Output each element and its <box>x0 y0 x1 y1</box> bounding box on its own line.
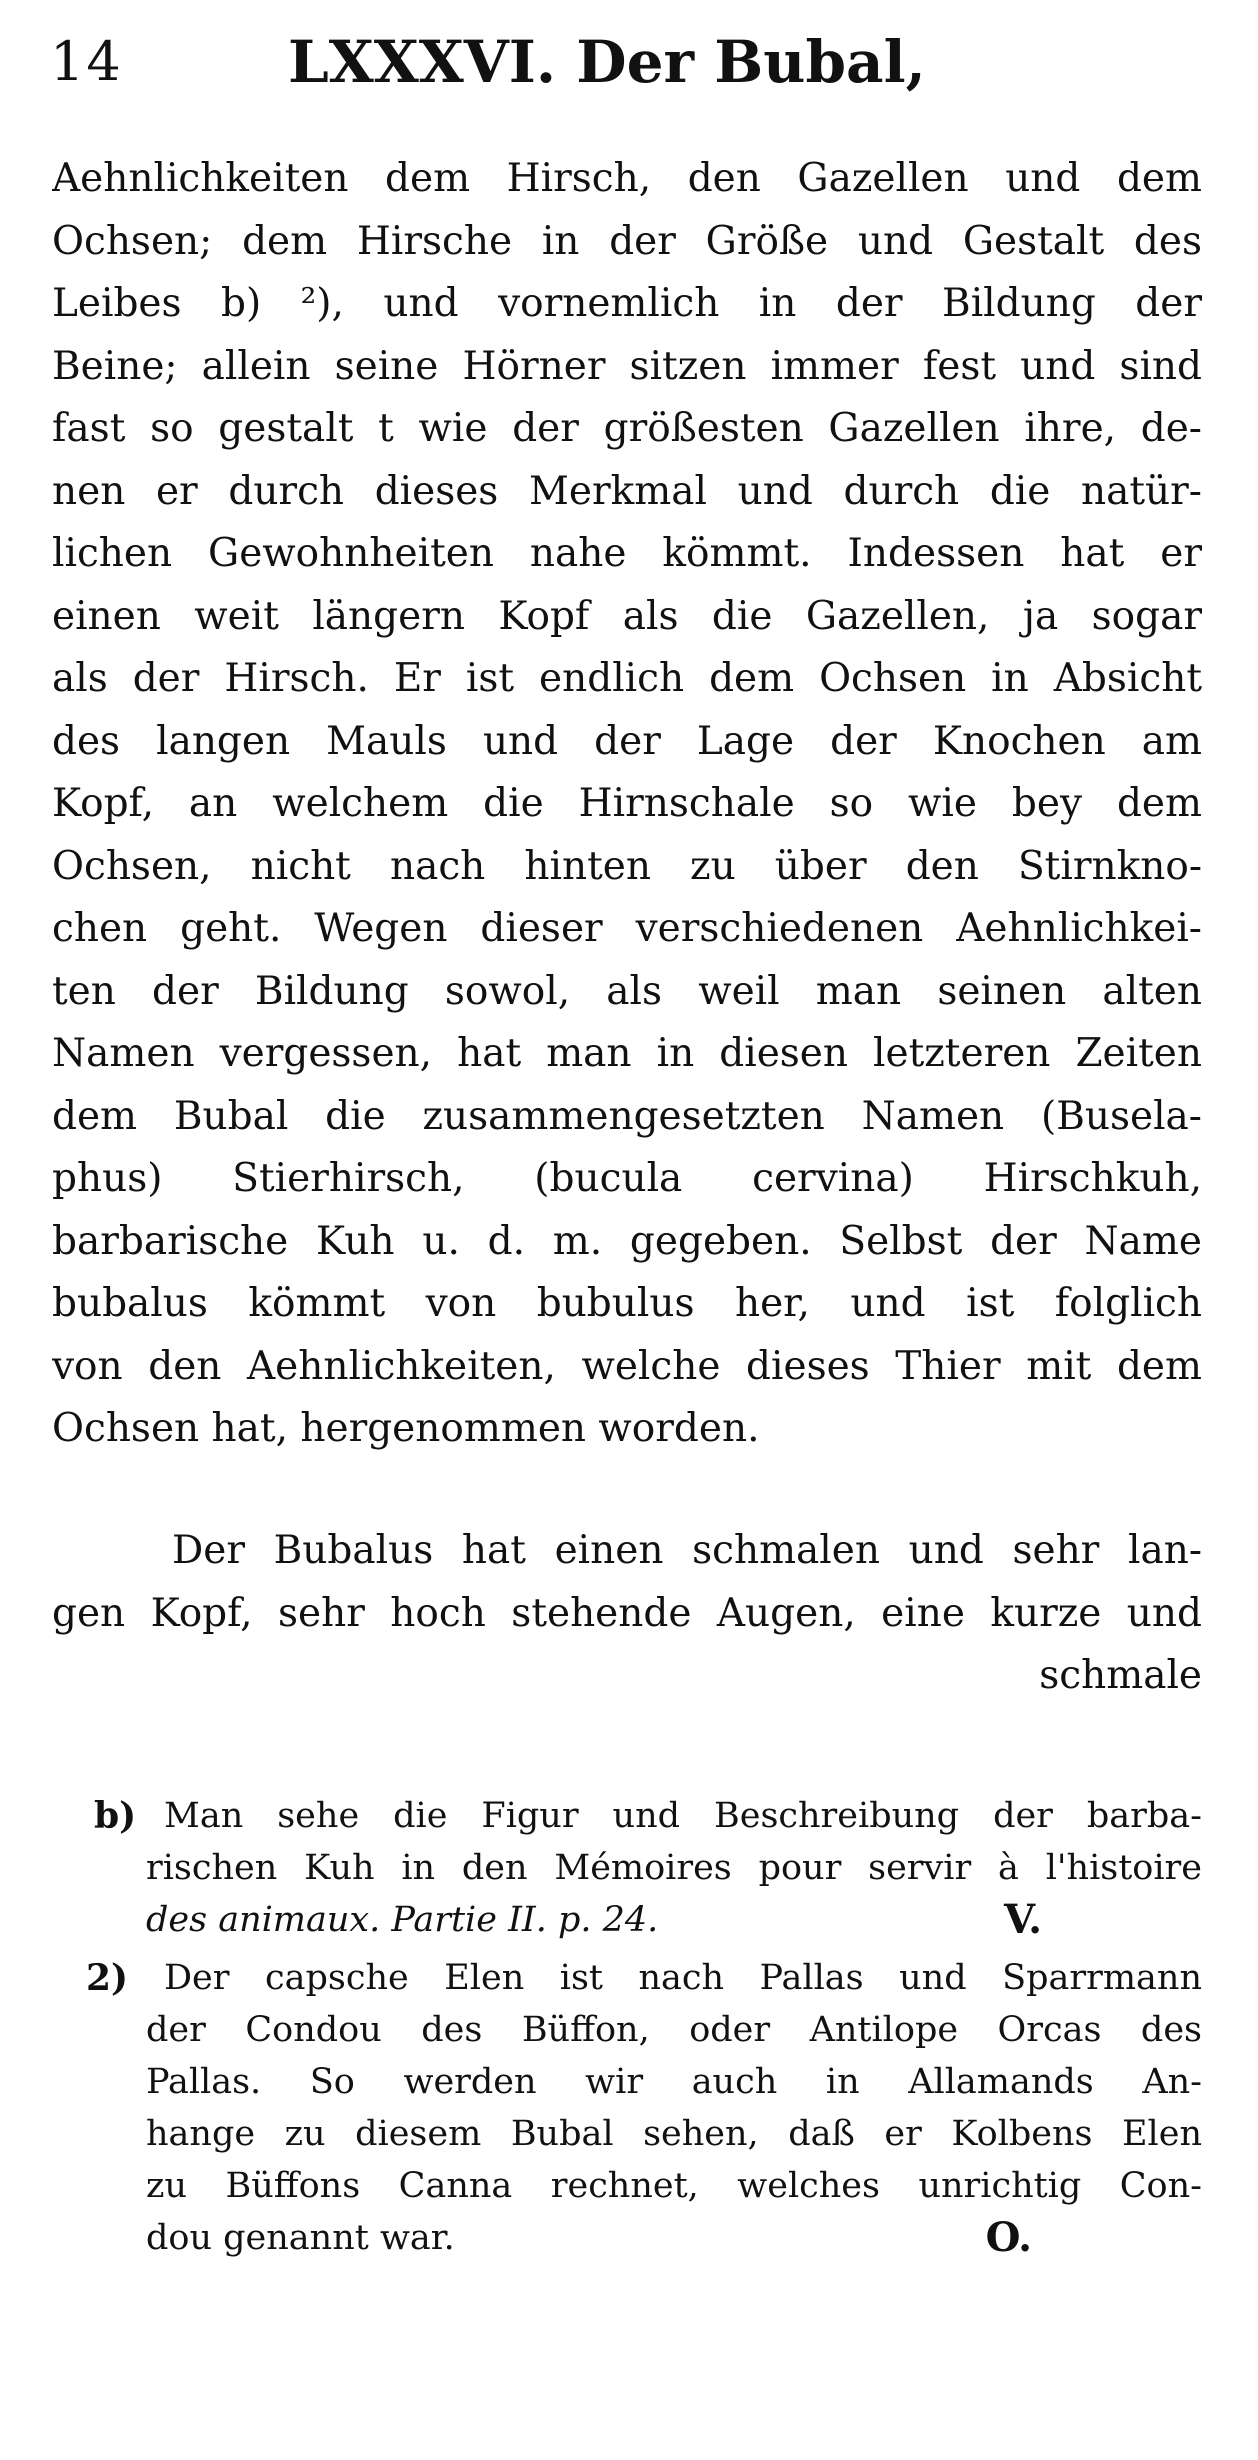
footnote-line: Der capsche Elen ist nach Pallas und Sparrmann <box>164 1958 1202 1998</box>
footnote-b <box>52 1790 1202 1946</box>
footnotes <box>52 1790 1202 2270</box>
page-header <box>50 22 1230 112</box>
text-line: als der Hirsch. Er ist endlich dem Ochsen in Absicht <box>52 656 1202 701</box>
text-line: Ochsen, nicht nach hinten zu über den Stirnkno- <box>52 843 1202 889</box>
text-line: Aehnlichkeiten dem Hirsch, den Gazellen und dem <box>52 156 1202 201</box>
page-number: 14 <box>50 30 123 93</box>
text-line: lichen Gewohnheiten nahe kömmt. Indessen hat er <box>52 531 1202 576</box>
footnote-line: der Condou des Büffon, oder Antilope Orcas des <box>146 2010 1202 2050</box>
text-line: gen Kopf, sehr hoch stehende Augen, eine kurze und <box>52 1590 1202 1636</box>
text-line: nen er durch dieses Merkmal und durch die natür- <box>52 468 1202 514</box>
text-line: Der Bubalus hat einen schmalen und sehr lan- <box>172 1528 1202 1573</box>
text-line: Kopf, an welchem die Hirnschale so wie bey dem <box>52 781 1202 826</box>
text-line: ten der Bildung sowol, als weil man seinen alten <box>52 968 1202 1014</box>
text-line: einen weit längern Kopf als die Gazellen, ja sogar <box>52 593 1202 639</box>
footnote-2 <box>52 1952 1202 2264</box>
catchword: schmale <box>1039 1653 1202 1698</box>
footnote-line: des animaux. Partie II. p. 24. <box>146 1900 659 1940</box>
running-title: LXXXVI. Der Bubal, <box>288 28 926 96</box>
text-line: chen geht. Wegen dieser verschiedenen Aehnlichkei- <box>52 906 1202 951</box>
text-line: Namen vergessen, hat man in diesen letzteren Zeiten <box>52 1031 1202 1076</box>
footnote-signature: V. <box>1004 1896 1042 1943</box>
footnote-line: hange zu diesem Bubal sehen, daß er Kolbens Elen <box>146 2114 1202 2154</box>
footnote-marker: 2) <box>86 1957 129 1999</box>
text-line: Ochsen hat, hergenommen worden. <box>52 1406 760 1451</box>
text-line: Leibes b) ²), und vornemlich in der Bildung der <box>52 281 1202 326</box>
paragraph-1 <box>52 148 1202 1461</box>
text-line: barbarische Kuh u. d. m. gegeben. Selbst der Name <box>52 1218 1202 1264</box>
text-line: des langen Mauls und der Lage der Knochen am <box>52 718 1202 764</box>
footnote-line: Pallas. So werden wir auch in Allamands An- <box>146 2062 1202 2102</box>
text-line: fast so gestalt t wie der größesten Gazellen ihre, de- <box>52 406 1202 451</box>
text-line: phus) Stierhirsch, (bucula cervina) Hirschkuh, <box>52 1156 1202 1201</box>
text-line: dem Bubal die zusammengesetzten Namen (Busela- <box>52 1093 1202 1139</box>
text-line: von den Aehnlichkeiten, welche dieses Thier mit dem <box>52 1343 1202 1389</box>
text-line: Beine; allein seine Hörner sitzen immer fest und sind <box>52 343 1202 389</box>
text-line: bubalus kömmt von bubulus her, und ist folglich <box>52 1281 1202 1326</box>
paragraph-2 <box>52 1520 1202 1708</box>
footnote-line: Man sehe die Figur und Beschreibung der barba- <box>164 1796 1202 1836</box>
footnote-line: zu Büffons Canna rechnet, welches unrichtig Con- <box>146 2166 1202 2206</box>
footnote-line: rischen Kuh in den Mémoires pour servir à l'histoire <box>146 1848 1202 1888</box>
text-line: Ochsen; dem Hirsche in der Größe und Gestalt des <box>52 218 1202 264</box>
footnote-signature: O. <box>985 2214 1032 2261</box>
footnote-line: dou genannt war. <box>146 2218 455 2258</box>
footnote-marker: b) <box>94 1795 137 1837</box>
